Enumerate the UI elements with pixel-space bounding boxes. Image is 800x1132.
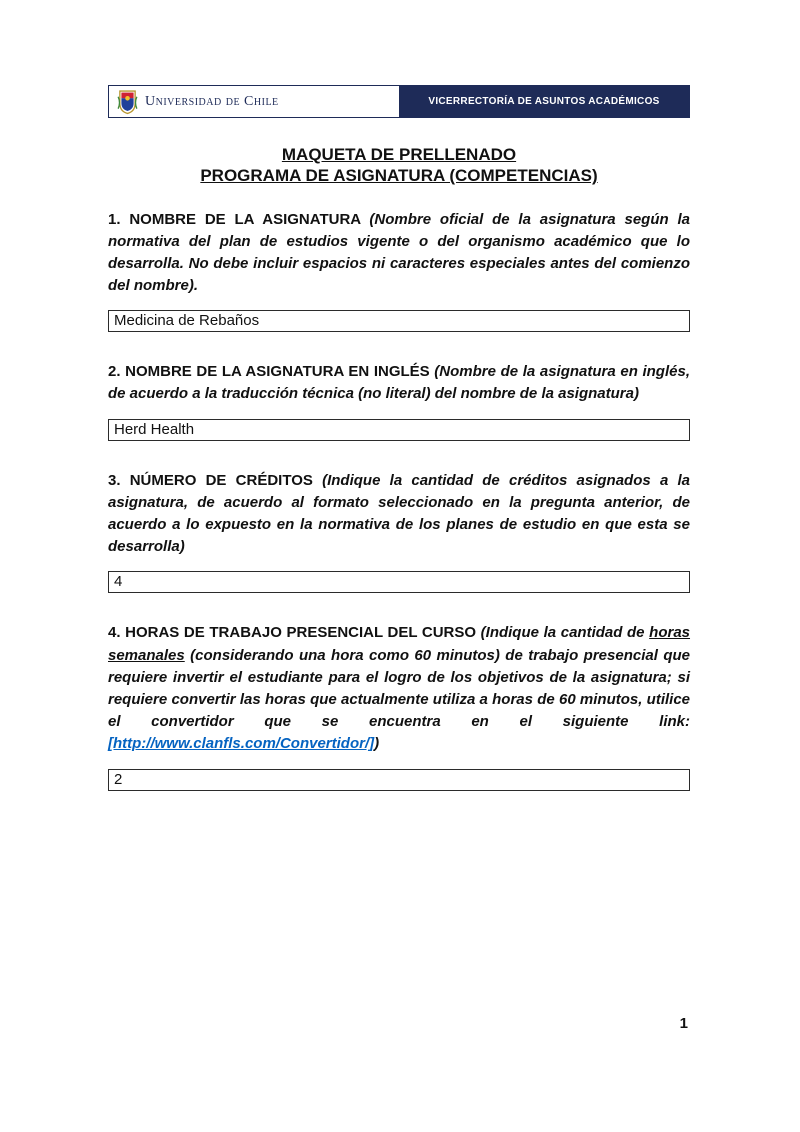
section-3-label: 3. NÚMERO DE CRÉDITOS bbox=[108, 471, 323, 489]
section-2-description: (Nombre de la asignatura en inglés, de acuerdo a la traducción técnica (no literal) del nombre de la asignatura) bbox=[108, 363, 690, 403]
answer-course-name: Medicina de Rebaños bbox=[114, 312, 260, 330]
section-1-heading bbox=[108, 209, 690, 298]
section-4-desc-text-3: ) bbox=[374, 735, 380, 753]
answer-box-course-name-english[interactable] bbox=[108, 419, 690, 441]
university-brand bbox=[109, 86, 399, 117]
section-3-heading bbox=[108, 470, 690, 559]
answer-box-contact-hours[interactable] bbox=[108, 769, 690, 791]
university-name: Universidad de Chile bbox=[145, 93, 279, 109]
answer-box-credits[interactable] bbox=[108, 571, 690, 593]
title-line-1: MAQUETA DE PRELLENADO bbox=[281, 145, 517, 164]
section-4-label: 4. HORAS DE TRABAJO PRESENCIAL DEL CURSO bbox=[108, 624, 481, 642]
page-number: 1 bbox=[679, 1015, 688, 1032]
section-4-description bbox=[108, 624, 690, 752]
convertidor-link[interactable]: [http://www.clanfls.com/Convertidor/] bbox=[108, 735, 375, 753]
document-title bbox=[108, 144, 690, 187]
section-1-label: 1. NOMBRE DE LA ASIGNATURA bbox=[108, 210, 370, 228]
section-2-label: 2. NOMBRE DE LA ASIGNATURA EN INGLÉS bbox=[108, 363, 435, 381]
document-header bbox=[108, 85, 690, 118]
section-2-heading bbox=[108, 361, 690, 405]
section-3-description: (Indique la cantidad de créditos asignados a la asignatura, de acuerdo al formato seleccionado en la pregunta anterior, de acuerdo a lo expuesto en la normativa de los planes de estudio en que esta se desarrolla) bbox=[108, 471, 691, 556]
vicerrectoria-banner bbox=[399, 86, 689, 117]
section-4-desc-text-2: (considerando una hora como 60 minutos) de trabajo presencial que requiere invertir el estudiante para el logro de los objetivos de la asignatura; si requiere convertir las horas que actualmente utiliza a horas de 60 minutos, utilice el convertidor que se encuentra en el siguiente link: bbox=[108, 646, 690, 731]
section-1-description: (Nombre oficial de la asignatura según la normativa del plan de estudios vigente o del organismo académico que lo desarrolla. No debe incluir espacios ni caracteres especiales antes del comienzo del nombre). bbox=[108, 210, 690, 295]
section-4-underlined-phrase: horas semanales bbox=[108, 624, 691, 664]
vicerrectoria-label: VICERRECTORÍA DE ASUNTOS ACADÉMICOS bbox=[428, 96, 660, 107]
document-body bbox=[108, 209, 690, 791]
section-4-heading bbox=[108, 622, 690, 755]
title-line-2: PROGRAMA DE ASIGNATURA (COMPETENCIAS) bbox=[200, 166, 598, 186]
university-crest-icon bbox=[117, 89, 138, 115]
answer-box-course-name[interactable] bbox=[108, 310, 690, 332]
answer-credits: 4 bbox=[114, 573, 123, 591]
section-4-desc-text-1: (Indique la cantidad de bbox=[480, 624, 650, 642]
answer-contact-hours: 2 bbox=[114, 770, 123, 788]
answer-course-name-english: Herd Health bbox=[114, 420, 195, 438]
